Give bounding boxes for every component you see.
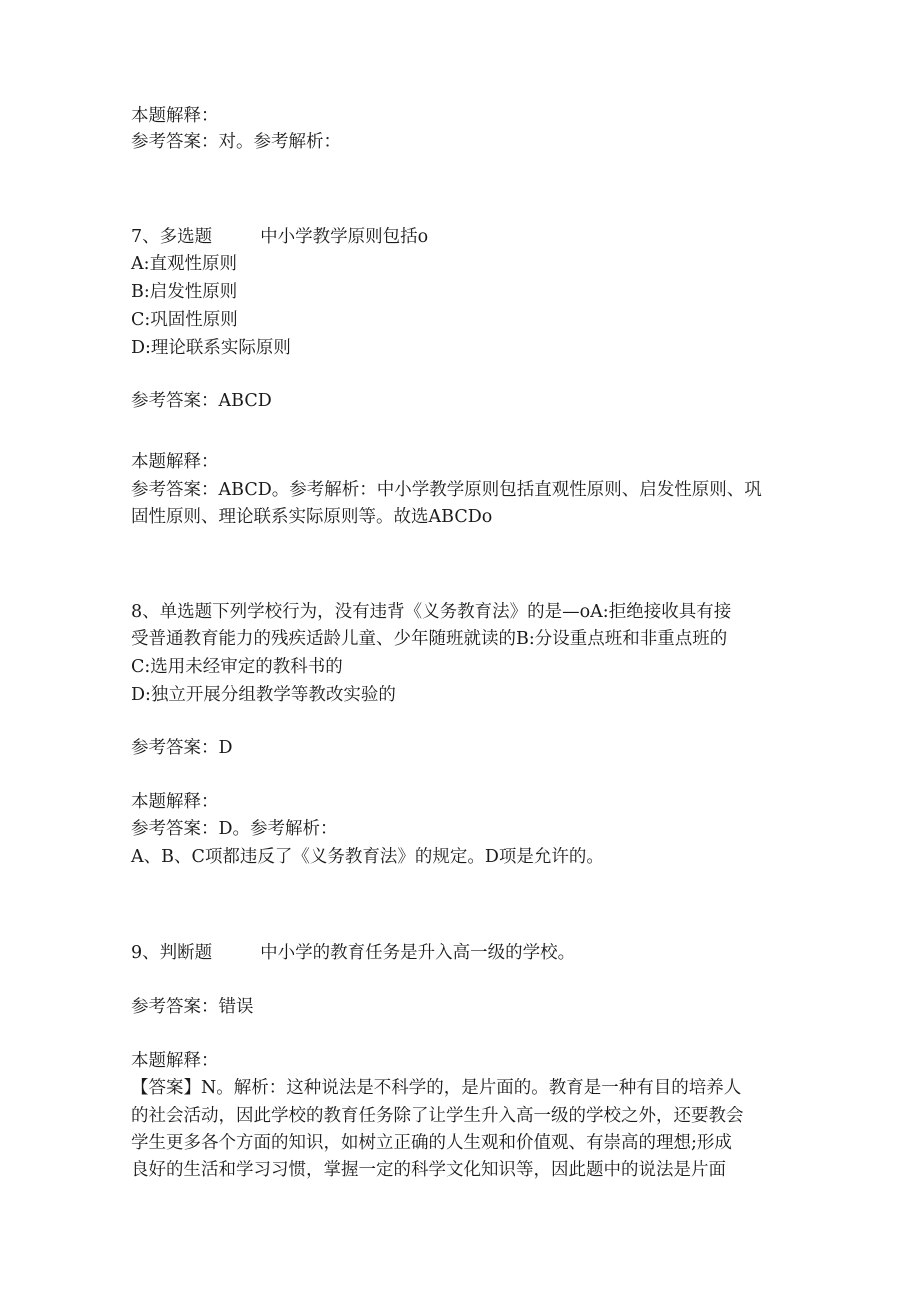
question-8-stem-line: 受普通教育能力的残疾适龄儿童、少年随班就读的B:分设重点班和非重点班的 bbox=[131, 629, 728, 649]
question-8-stem-line: 8、单选题下列学校行为，没有违背《义务教育法》的是—oA:拒绝接收具有接 bbox=[131, 602, 732, 622]
question-7-explanation-line: 固性原则、理论联系实际原则等。故选ABCDo bbox=[131, 507, 493, 527]
question-7-option: D:理论联系实际原则 bbox=[131, 338, 291, 358]
question-7-explanation-line: 参考答案：ABCD。参考解析：中小学教学原则包括直观性原则、启发性原则、巩 bbox=[131, 480, 762, 500]
question-7-stem: 中小学教学原则包括o bbox=[260, 227, 429, 247]
explanation-label: 本题解释： bbox=[131, 106, 219, 126]
question-8-explanation-line: 参考答案：D。参考解析： bbox=[131, 819, 338, 839]
question-7-answer: 参考答案：ABCD bbox=[131, 391, 272, 411]
answer-explanation-line: 参考答案：对。参考解析： bbox=[131, 132, 341, 152]
question-8-answer: 参考答案：D bbox=[131, 738, 233, 758]
question-7-explanation-label: 本题解释： bbox=[131, 452, 219, 472]
question-9-explanation-line: 良好的生活和学习习惯，掌握一定的科学文化知识等，因此题中的说法是片面 bbox=[131, 1160, 726, 1180]
question-7-option: B:启发性原则 bbox=[131, 282, 238, 302]
question-8-option: D:独立开展分组教学等教改实验的 bbox=[131, 685, 396, 705]
question-9-type: 9、判断题 bbox=[131, 943, 213, 963]
question-9-explanation-line: 【答案】N。解析：这种说法是不科学的，是片面的。教育是一种有目的培养人 bbox=[131, 1078, 742, 1098]
question-9-answer: 参考答案：错误 bbox=[131, 997, 254, 1017]
question-8-option: C:选用未经审定的教科书的 bbox=[131, 657, 343, 677]
question-9-heading bbox=[131, 941, 575, 965]
question-9-explanation-line: 的社会活动，因此学校的教育任务除了让学生升入高一级的学校之外，还要教会 bbox=[131, 1106, 744, 1126]
question-7-option: A:直观性原则 bbox=[131, 254, 238, 274]
question-9-stem: 中小学的教育任务是升入高一级的学校。 bbox=[260, 943, 576, 963]
question-7-type: 7、多选题 bbox=[131, 227, 213, 247]
question-7-heading bbox=[131, 225, 428, 249]
question-9-explanation-label: 本题解释： bbox=[131, 1051, 219, 1071]
question-8-explanation-line: A、B、C项都违反了《义务教育法》的规定。D项是允许的。 bbox=[131, 847, 604, 867]
question-8-explanation-label: 本题解释： bbox=[131, 792, 219, 812]
question-9-explanation-line: 学生更多各个方面的知识，如树立正确的人生观和价值观、有崇高的理想;形成 bbox=[131, 1133, 732, 1153]
question-7-option: C:巩固性原则 bbox=[131, 310, 238, 330]
